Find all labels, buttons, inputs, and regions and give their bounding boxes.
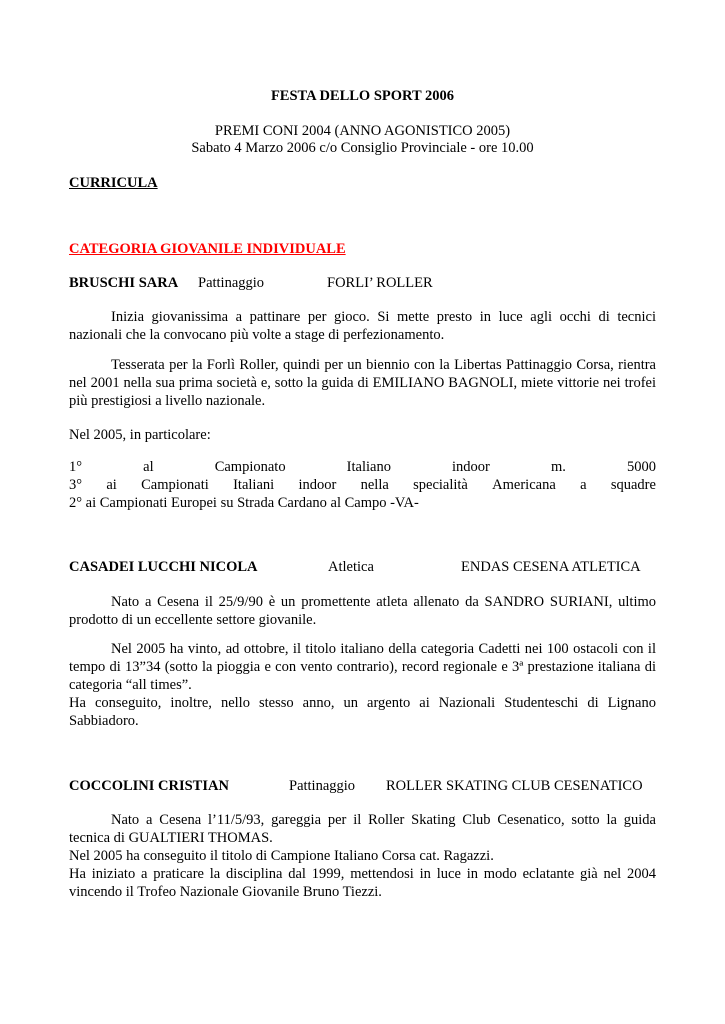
event-line: Sabato 4 Marzo 2006 c/o Consiglio Provinciale - ore 10.00 [191,140,534,156]
athlete-club: ENDAS CESENA ATLETICA [461,559,641,575]
athlete-paragraph: Nel 2005 ha vinto, ad ottobre, il titolo italiano della categoria Cadetti nei 100 ostacoli con il tempo di 13”34 (sotto la pioggia e con vento contrario), record regionale e 3ª prestazione italiana di categoria “all times”. [69,641,656,693]
athlete-paragraph: Ha iniziato a praticare la disciplina dal 1999, mettendosi in luce in modo eclatante già nel 2004 vincendo il Trofeo Nazionale Giovanile Bruno Tiezzi. [69,866,656,900]
athlete-paragraph: Inizia giovanissima a pattinare per gioco. Si mette presto in luce agli occhi di tecnici nazionali che la convocano più volte a stage di perfezionamento. [69,309,656,343]
athlete-paragraph: Nel 2005, in particolare: [69,427,211,443]
athlete-club: ROLLER SKATING CLUB CESENATICO [386,778,643,794]
athlete-name: COCCOLINI CRISTIAN [69,778,229,794]
athlete-paragraph: Tesserata per la Forlì Roller, quindi per un biennio con la Libertas Pattinaggio Corsa, rientra nel 2001 nella sua prima società e, sotto la guida di EMILIANO BAGNOLI, miete vittorie nei trofei più prestigiosi a livello nazionale. [69,357,656,409]
athlete-name: CASADEI LUCCHI NICOLA [69,559,258,575]
athlete-name: BRUSCHI SARA [69,275,179,291]
result-line: 3° ai Campionati Italiani indoor nella specialità Americana a squadre [69,477,656,493]
athlete-sport: Pattinaggio [198,275,265,291]
athlete-paragraph: Nato a Cesena il 25/9/90 è un promettente atleta allenato da SANDRO SURIANI, ultimo prodotto di un eccellente settore giovanile. [69,594,656,628]
section-heading: CURRICULA [69,175,158,191]
category-heading: CATEGORIA GIOVANILE INDIVIDUALE [69,241,346,257]
athlete-paragraph: Nel 2005 ha conseguito il titolo di Campione Italiano Corsa cat. Ragazzi. [69,848,494,864]
result-line: 1° al Campionato Italiano indoor m. 5000 [69,459,656,475]
document-title: FESTA DELLO SPORT 2006 [270,88,455,104]
athlete-club: FORLI’ ROLLER [327,275,433,291]
athlete-sport: Atletica [328,559,374,575]
document-subtitle: PREMI CONI 2004 (ANNO AGONISTICO 2005) [214,123,511,139]
athlete-sport: Pattinaggio [289,778,356,794]
athlete-paragraph: Nato a Cesena l’11/5/93, gareggia per il Roller Skating Club Cesenatico, sotto la guida tecnica di GUALTIERI THOMAS. [69,812,656,846]
athlete-paragraph: Ha conseguito, inoltre, nello stesso anno, un argento ai Nazionali Studenteschi di Lignano Sabbiadoro. [69,695,656,729]
result-line: 2° ai Campionati Europei su Strada Cardano al Campo -VA- [69,495,419,511]
